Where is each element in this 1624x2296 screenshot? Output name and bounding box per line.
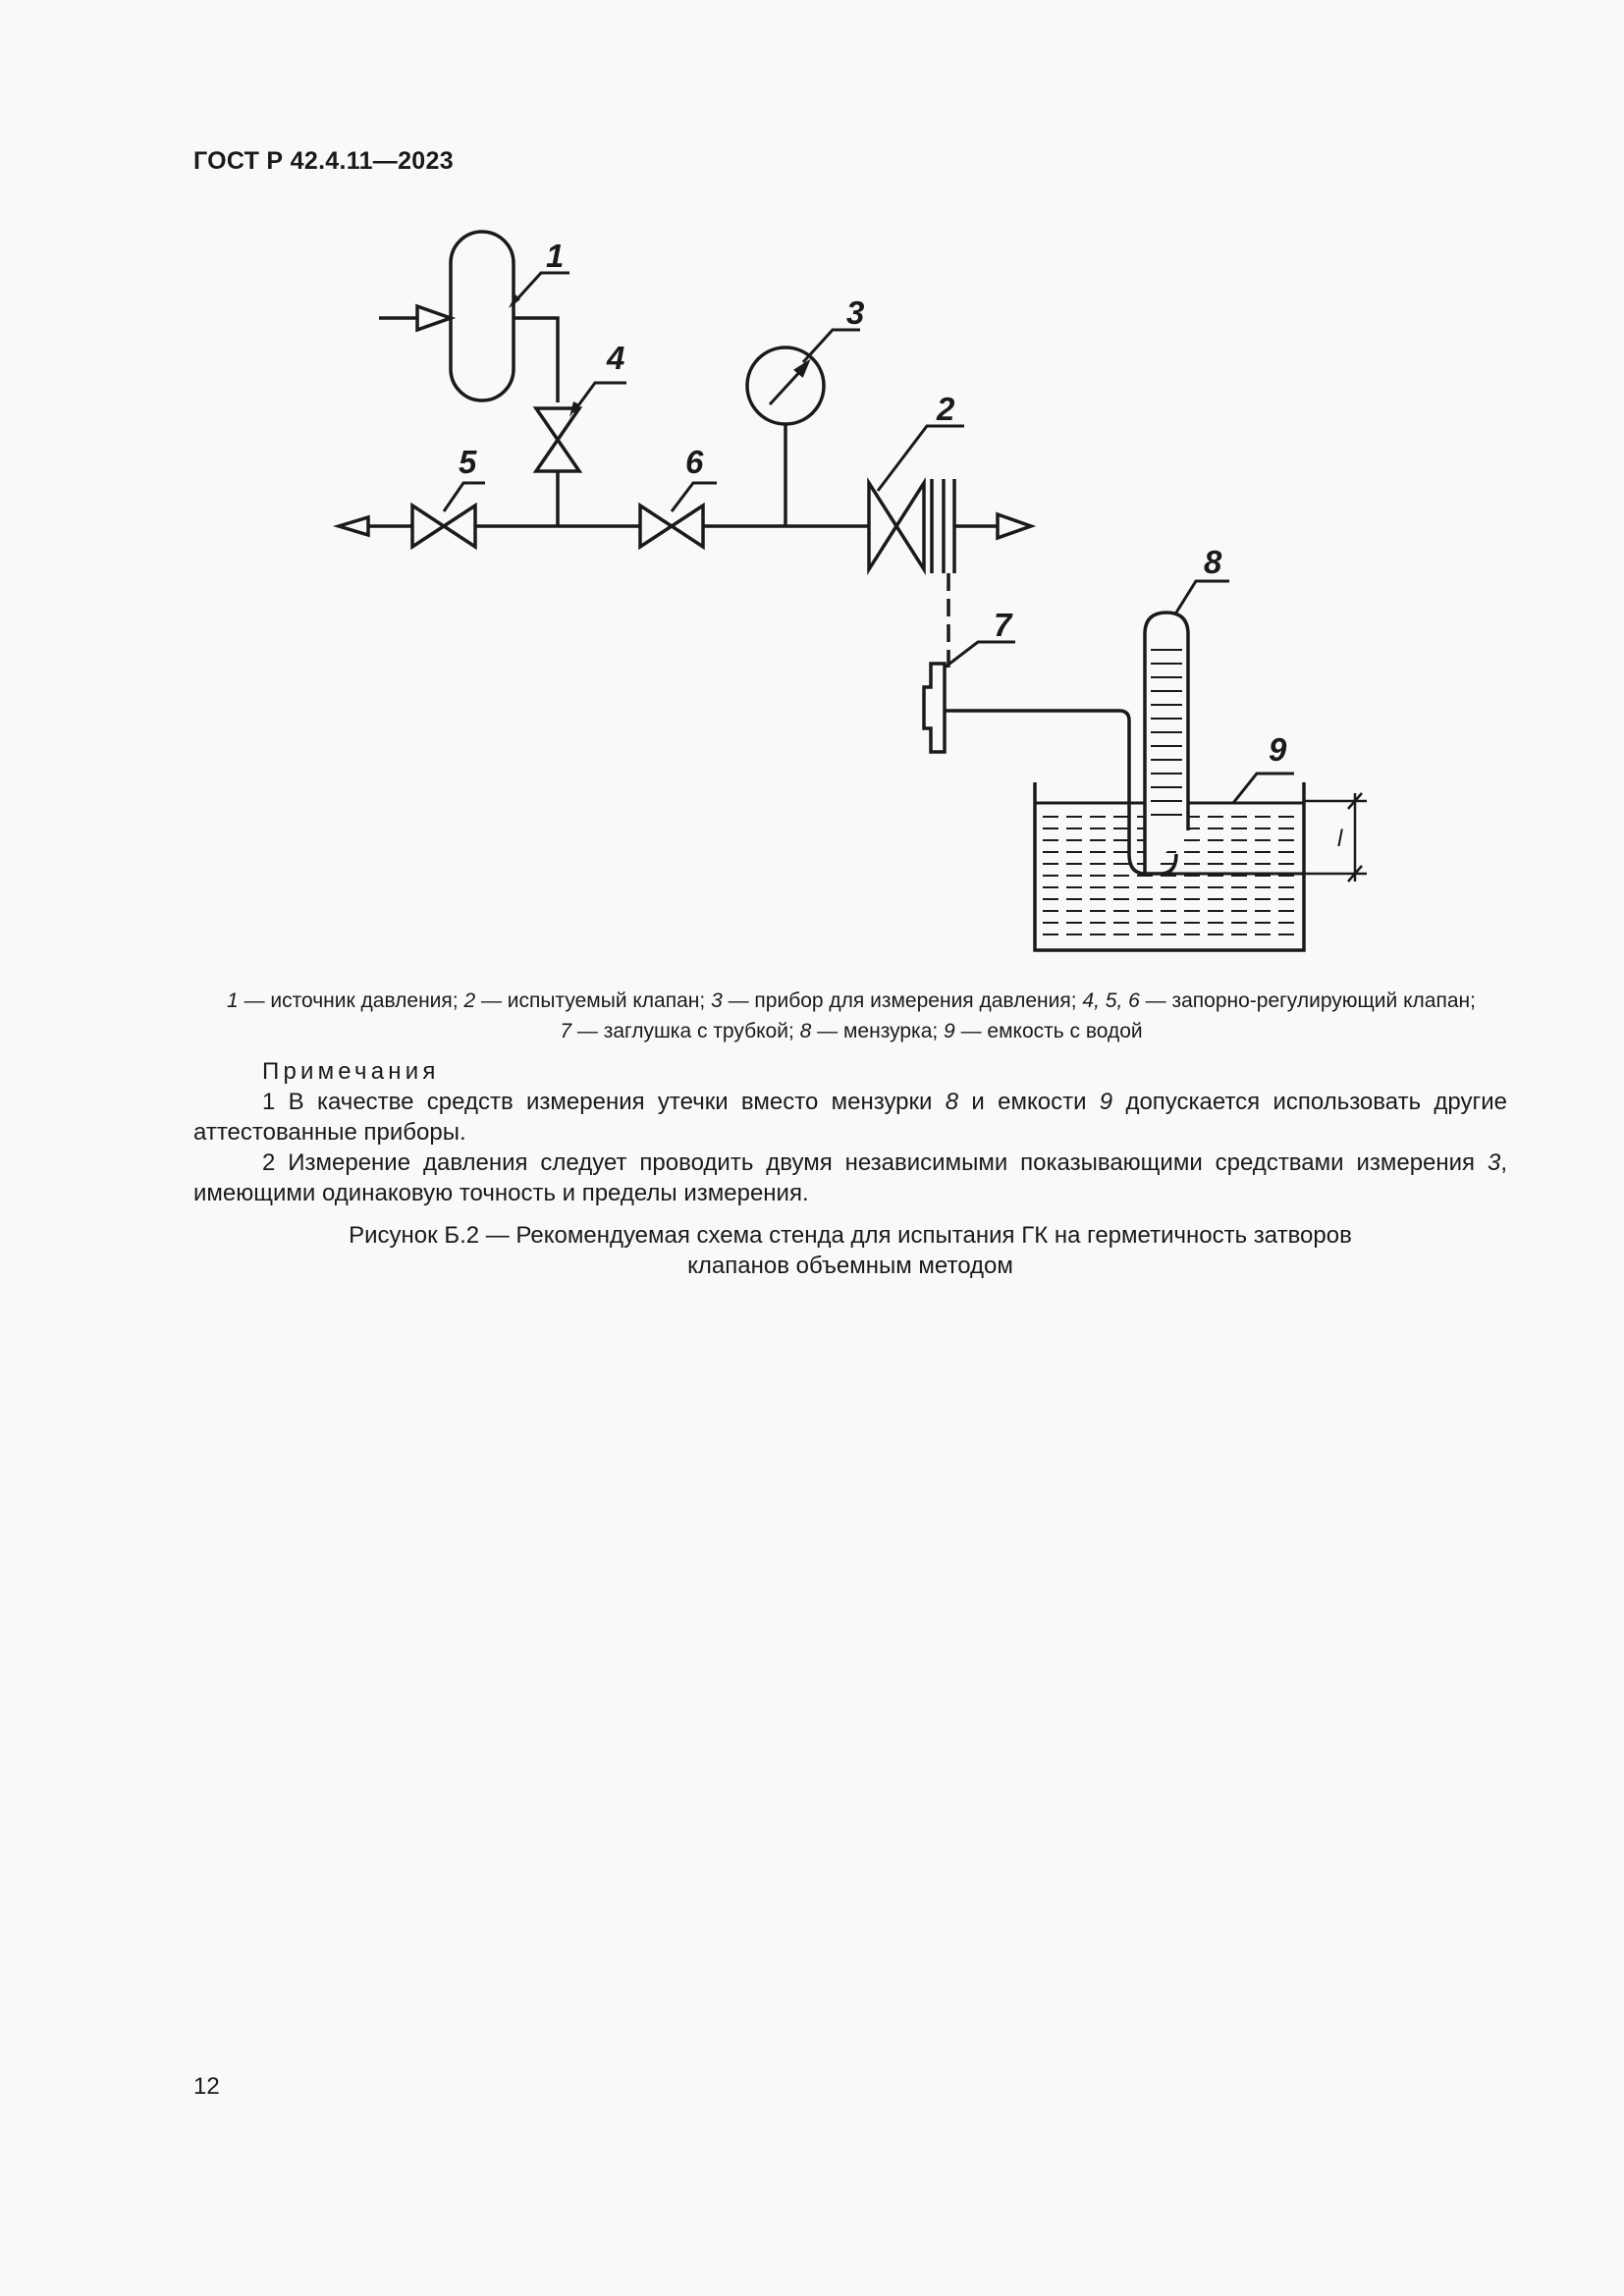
plug-with-tube	[924, 664, 1176, 874]
legend-item-1-text: — источник давления;	[238, 989, 464, 1012]
note-2-text-a: 2 Измерение давления следует проводить двумя независимыми показывающими средствами измерения	[262, 1149, 1488, 1176]
legend-item-9-num: 9	[944, 1020, 955, 1042]
note-1-text-c: допускается использовать другие аттестованные приборы.	[193, 1089, 1507, 1146]
legend-item-8-text: — мензурка;	[811, 1020, 945, 1042]
left-outlet-arrow	[339, 517, 368, 535]
callout-9: 9	[1269, 731, 1287, 768]
note-2-text-b: , имеющими одинаковую точность и пределы измерения.	[193, 1149, 1507, 1206]
legend-item-7-num: 7	[560, 1020, 572, 1042]
callout-3: 3	[846, 294, 865, 331]
note-1-ref-9: 9	[1099, 1089, 1113, 1115]
legend-item-8-num: 8	[799, 1020, 812, 1042]
callout-2: 2	[937, 391, 955, 427]
valve-5-symbol	[412, 506, 475, 547]
pressure-gauge	[747, 347, 824, 526]
pressure-source-vessel	[379, 232, 558, 402]
legend-item-456-num: 4, 5, 6	[1082, 989, 1140, 1012]
legend-item-9-text: — емкость с водой	[954, 1020, 1143, 1042]
figure-caption-line-2: клапанов объемным методом	[687, 1253, 1013, 1279]
note-1-text-a: 1 В качестве средств измерения утечки вместо мензурки	[262, 1089, 946, 1115]
note-1-text-b: и емкости	[958, 1089, 1100, 1115]
test-stand-diagram	[0, 0, 1624, 982]
notes-section	[193, 1056, 1507, 1208]
legend-item-2-text: — испытуемый клапан;	[475, 989, 712, 1012]
notes-title: Примечания	[262, 1058, 440, 1085]
page-number: 12	[193, 2073, 220, 2100]
callout-6: 6	[685, 444, 704, 480]
figure-caption-line-1: Рисунок Б.2 — Рекомендуемая схема стенда для испытания ГК на герметичность затворов	[349, 1222, 1352, 1249]
valve-6-symbol	[640, 506, 703, 547]
legend-item-1-num: 1	[227, 989, 239, 1012]
figure-caption	[193, 1220, 1507, 1281]
note-1-ref-8: 8	[945, 1089, 959, 1115]
callout-8: 8	[1204, 544, 1222, 580]
dimension-label-l: l	[1337, 826, 1343, 852]
legend-item-7-text: — заглушка с трубкой;	[571, 1020, 800, 1042]
measuring-cylinder	[1145, 613, 1188, 874]
legend-item-3-text: — прибор для измерения давления;	[722, 989, 1083, 1012]
valve-4-symbol	[536, 408, 579, 526]
legend-item-456-text: — запорно-регулирующий клапан;	[1139, 989, 1476, 1012]
callout-5: 5	[459, 444, 477, 480]
legend-item-2-num: 2	[463, 989, 476, 1012]
callout-1: 1	[546, 238, 565, 274]
level-difference-dimension	[1304, 793, 1367, 881]
legend-item-3-num: 3	[711, 989, 723, 1012]
figure-legend	[193, 986, 1509, 1046]
document-code-header: ГОСТ Р 42.4.11—2023	[193, 147, 454, 175]
callout-7: 7	[994, 607, 1012, 643]
note-2	[193, 1148, 1507, 1208]
note-1	[193, 1087, 1507, 1148]
callout-4: 4	[607, 340, 625, 376]
note-2-ref-3: 3	[1487, 1149, 1501, 1176]
